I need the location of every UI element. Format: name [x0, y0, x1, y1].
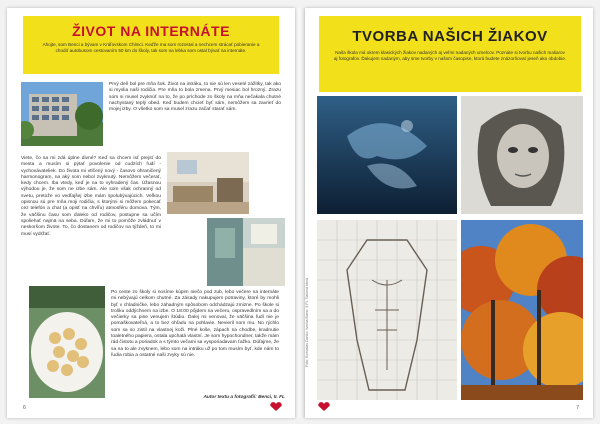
left-page-number: 6: [23, 405, 26, 411]
left-intro: Ahojte, som Benci a bývam v Kráľovskom Chlmci. Keďže ma som rozostal a nechcem strácať pobieranie a chodiť autobusom cestovaním 50 km do školy, tak som na lebka som ostal bývať na internáte.: [42, 42, 260, 53]
left-paragraph-top: Prvý deň bol pre mňa šok. Život na intráku, to nie sú len veselé zážitky, tak ako si myslia naši rodičia. Pre mňa to bola zmena. Prvý mesiac bol hrozný. Zrazu som si musel zvyknúť na to, že po príchode zo školy na mňa nečakala chutné nachystaný teplý obed. Keď budem chcieť byť sám, nemôžem sa zavrieť do mojej izby. O všetko som sa musel zrazu začať starať sám.: [109, 82, 281, 113]
right-page-title: TVORBA NAŠICH ŽIAKOV: [352, 28, 548, 45]
food-plate-photo: [29, 286, 105, 398]
heart-logo-icon: [317, 402, 331, 412]
underwater-painting: [317, 96, 457, 214]
heart-logo-icon: [269, 402, 283, 412]
torso-sketch: [317, 220, 457, 400]
right-banner: [319, 16, 581, 92]
dorm-room-photo: [167, 152, 249, 214]
left-credit: Autor textu a fotografií: Benci, II. FL: [203, 395, 285, 400]
left-banner: [23, 16, 279, 74]
dorm-desk-photo: [207, 218, 285, 286]
right-page: [305, 8, 593, 418]
portrait-drawing: [461, 96, 583, 214]
dormitory-building-photo: [21, 82, 103, 146]
left-page: [7, 8, 295, 418]
left-page-title: ŽIVOT NA INTERNÁTE: [72, 23, 230, 39]
autumn-forest-photo: [461, 220, 583, 400]
left-paragraph-middle: Viete, čo sa mi zdá úplne divné? Keď sa chcem isť prejsť do mesta a musím si pýtať povolenie od cudzích ľudí - vychovávateliek. Do života mi vtlčený nový - časovo ohraničený harmonogram, na aký som nebol zvyknutý. Nemôžem večerať, kedy chcem. Iba vtedy, keď je na to vyhradený čas. Úžasnou výhodou je, že som ne izbe sám. Ale som však ochranný od svetu, pretože vo vedľajšej izbe mám spolubývajúcich. Veľkou opisnou sú pre mňa moji rodičia, s ktorými si môžem pokecať cez telefón a chat (a opisť na chvíľu) atmosféru domova. Tým, že väčšinu času som ďaleko od rodičov, postupne sa učím spoliehať najmä na seba. Dúfam, že mi to pomôže zvládnuť v neskoršom živote. To, čo dostanem od rodičov na týždeň, to mi musí vydržať.: [21, 156, 161, 237]
right-intro: Naša škola má okrem klasických žiakov nadaných aj veľmi nadaných umelcov. Poznáte si tvorbu našich maliarov aj fotografov. Ďakujem nadaným, aby sme tvorby v našom časopise, ktorá budete znázorňovať jeseň ako obdobie.: [333, 50, 567, 61]
left-paragraph-bottom: Po ceste zo školy si nosíme kúpim niečo pod zub, lebo večere na internáte mi nebývajú celkom chutné. Za zásady nakupujem potraviny, ktoré by mohli byť v chladničke, lebo záhadným spôsobom odchádzajú zmizne. Po škole si trošku oddýchnem na izbe. O 18:00 pôjdem na večeru, ospravedlním sa a do večierky sa pine venujem štúdiu. Ďalej mi venoval, že väčšina ľudí nie je pomaškovateľná, a to bez ohľadu na pohlavie. Nevieril som mu. No rýchlo som sa so zistil na vlastnej koži. Plné koše, zápach na chodbe, kradnutie toaletného papiera, ostala upchatá vlastní. Je som hypochondner, takže mám rád čistotu a poriadok a s týmto večami sa vysporiadavam ťažko. Dúfajme, že sa na to ale zvyknem, lebo som na intráku už po tom musím byť, kde nám to ľudia robia a ostatné naši zvyky sú nie.: [111, 290, 279, 358]
right-page-number: 7: [576, 405, 579, 411]
right-side-note: Foto: Bohuslav Danko, tvorba Banci, II.FL Tlačová ktorá: [305, 278, 309, 367]
